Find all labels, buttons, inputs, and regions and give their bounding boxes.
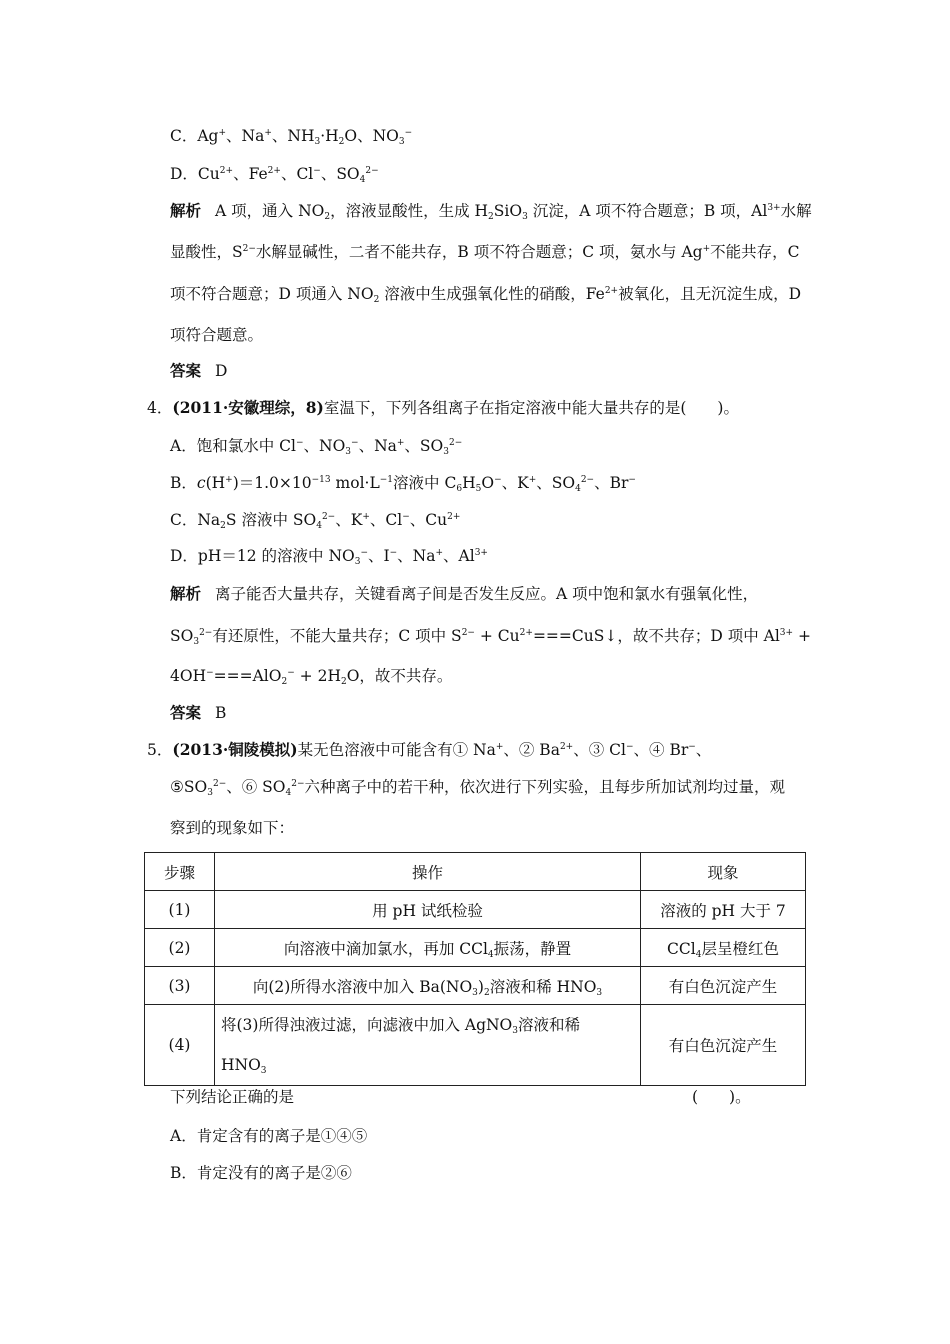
q4-option-c: C．$Na_2S$ 溶液中 $SO_4^{2-}$、K+、Cl−、$Cu^{2+}$ — [170, 511, 461, 531]
q5-stem-line-1: 5．(2013·铜陵模拟)某无色溶液中可能含有① Na+、② $Ba^{2+}$、③ Cl−、④ Br−、 — [147, 740, 712, 759]
q4-answer-value: B — [215, 704, 227, 722]
q5-number: 5． — [147, 741, 173, 759]
row-2-step: (2) — [145, 929, 215, 967]
q3-analysis-line-3: 项不符合题意；D 项通入 $NO_2$ 溶液中生成强氧化性的硝酸，$Fe^{2+}$被氧化，且无沉淀生成，D — [170, 285, 802, 305]
q5-source: (2013·铜陵模拟) — [172, 740, 298, 759]
q5-answer-blank: ( )。 — [692, 1088, 751, 1106]
q5-stem-line-2: $⑤SO_3^{2-}$、⑥ $SO_4^{2-}$六种离子中的若干种，依次进行下列实验，且每步所加试剂均过量，观 — [170, 778, 786, 798]
q4-analysis-line-2: $SO_3^{2-}$有还原性，不能大量共存；C 项中 $S^{2-}$ + $Cu^{2+}===CuS↓$，故不共存；D 项中 $Al^{3+}$ + — [170, 627, 811, 647]
row-4-phenomenon: 有白色沉淀产生 — [641, 1005, 806, 1086]
header-step: 步骤 — [145, 853, 215, 891]
q4-stem-text: 室温下，下列各组离子在指定溶液中能大量共存的是( )。 — [323, 399, 739, 417]
row-3-step: (3) — [145, 967, 215, 1005]
row-1-operation: 用 pH 试纸检验 — [215, 891, 641, 929]
row-2-phenomenon: CCl$_4$层呈橙红色 — [641, 929, 806, 967]
table-row — [145, 1005, 806, 1086]
table-row — [145, 891, 806, 929]
q3-option-c: C．Ag+、Na+、$NH_3\cdot H_2O$、$NO_3^-$ — [170, 127, 413, 147]
q3-analysis-line-1: 解析 A 项，通入 $NO_2$，溶液显酸性，生成 $H_2SiO_3$ 沉淀，A 项不符合题意；B 项，$Al^{3+}$水解 — [170, 201, 812, 222]
q3-answer-label: 答案 — [170, 361, 202, 380]
table-header-row — [145, 853, 806, 891]
q3-analysis-label: 解析 — [170, 201, 202, 220]
row-3-operation: 向(2)所得水溶液中加入 $Ba(NO_3)_2$溶液和稀 $HNO_3$ — [215, 967, 641, 1005]
header-operation: 操作 — [215, 853, 641, 891]
q3-answer — [170, 361, 227, 381]
q4-stem — [147, 398, 739, 418]
row-1-phenomenon: 溶液的 pH 大于 7 — [641, 891, 806, 929]
header-phenomenon: 现象 — [641, 853, 806, 891]
row-4-step: (4) — [145, 1005, 215, 1086]
q4-source: (2011·安徽理综，8) — [172, 398, 324, 417]
row-4-operation: 将(3)所得浊液过滤，向滤液中加入 AgNO$_3$溶液和稀 $HNO_3$ — [215, 1005, 641, 1086]
q4-option-a: A．饱和氯水中 Cl−、$NO_3^-$、Na+、$SO_3^{2-}$ — [170, 437, 463, 457]
q3-analysis-line-4: 项符合题意。 — [170, 326, 264, 344]
q4-number: 4． — [147, 399, 173, 417]
table-row — [145, 929, 806, 967]
row-3-phenomenon: 有白色沉淀产生 — [641, 967, 806, 1005]
q3-analysis-line-2: 显酸性，$S^{2-}$水解显碱性，二者不能共存，B 项不符合题意；C 项，氨水与 Ag+不能共存，C — [170, 243, 800, 261]
row-2-operation: 向溶液中滴加氯水，再加 CCl$_4$振荡，静置 — [215, 929, 641, 967]
q3-option-d: D．$Cu^{2+}$、$Fe^{2+}$、Cl−、$SO_4^{2-}$ — [170, 165, 379, 185]
q3-answer-value: D — [215, 362, 228, 380]
row-1-step: (1) — [145, 891, 215, 929]
q5-option-a: A．肯定含有的离子是①④⑤ — [170, 1127, 368, 1145]
q4-analysis-line-3: $4OH^-===AlO_2^- + 2H_2O$，故不共存。 — [170, 667, 453, 687]
q5-option-b: B．肯定没有的离子是②⑥ — [170, 1164, 352, 1182]
q4-analysis-label: 解析 — [170, 584, 202, 603]
q5-stem-line-3: 察到的现象如下： — [170, 819, 295, 837]
q4-option-d: D．pH＝12 的溶液中 $NO_3^-$、I−、Na+、$Al^{3+}$ — [170, 547, 488, 567]
experiment-table — [144, 852, 806, 1086]
q4-answer — [170, 703, 226, 723]
q5-question: 下列结论正确的是 — [170, 1088, 295, 1106]
table-row — [145, 967, 806, 1005]
q4-option-b: B．$c(H^+)=1.0\times 10^{-13}$ $mol\cdot L^{-1}$溶液中 $C_6H_5O^-$、K+、$SO_4^{2-}$、Br− — [170, 474, 636, 494]
q4-answer-label: 答案 — [170, 703, 202, 722]
q4-analysis-line-1: 解析 离子能否大量共存，关键看离子间是否发生反应。A 项中饱和氯水有强氧化性， — [170, 584, 759, 603]
